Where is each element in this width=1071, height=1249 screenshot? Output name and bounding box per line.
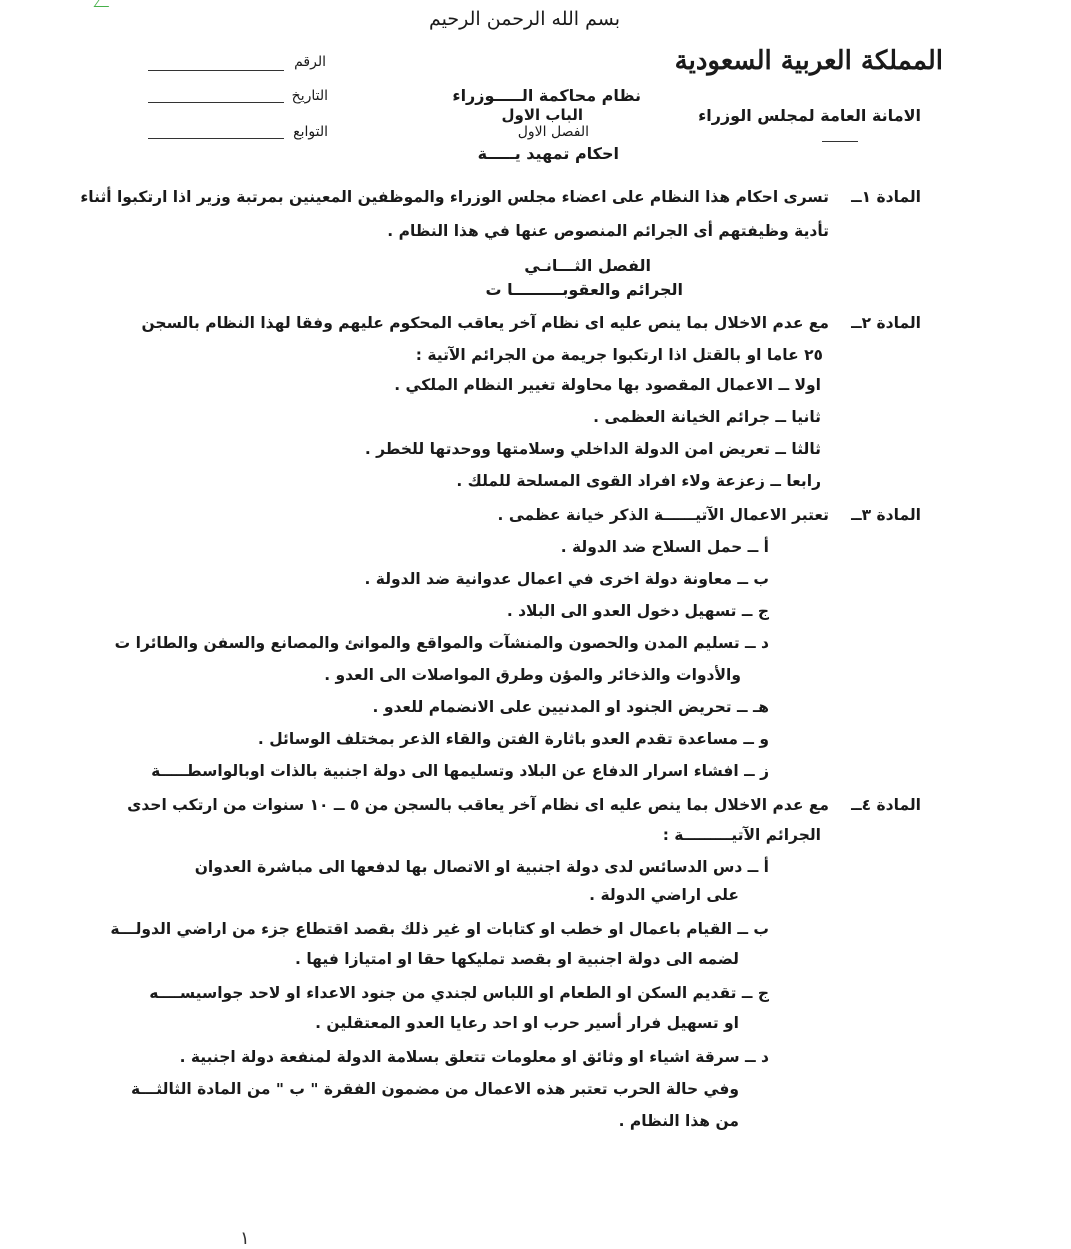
article-4-line-2: الجرائم الآتيـــــــــة :: [662, 826, 821, 844]
article-1-line-1: تسرى احكام هذا النظام على اعضاء مجلس الوزراء والموظفين المعينين بمرتبة وزير اذا ارتكبوا أثناء: [80, 188, 829, 206]
article-2-item-4: رابعا ــ زعزعة ولاء افراد القوى المسلحة للملك .: [456, 472, 821, 490]
article-1-label: المادة ١ــ: [851, 188, 921, 206]
article-3-item-e: هـ ــ تحريض الجنود او المدنيين على الانضمام للعدو .: [372, 698, 769, 716]
kingdom-emblem-text: المملكة العربية السعودية: [674, 46, 943, 76]
article-2-label: المادة ٢ــ: [851, 314, 921, 332]
article-4-war-clause-line-1: وفي حالة الحرب تعتبر هذه الاعمال من مضمون الفقرة " ب " من المادة الثالثـــة: [131, 1080, 739, 1098]
chapter1-title: الفصل الاول: [517, 124, 589, 140]
ref-attachments-label: التوابع: [293, 124, 328, 140]
article-1-line-2: تأدية وظيفتهم أى الجرائم المنصوص عنها في هذا النظام .: [387, 222, 829, 240]
chapter1-subtitle: احكام تمهيد يـــــة: [477, 144, 619, 163]
article-4-item-c-line-2: او تسهيل فرار أسير حرب او احد رعايا العدو المعتقلين .: [315, 1014, 739, 1032]
article-3-item-c: ج ــ تسهيل دخول العدو الى البلاد .: [506, 602, 769, 620]
article-4-line-1: مع عدم الاخلال بما ينص عليه اى نظام آخر يعاقب بالسجن من ٥ ــ ١٠ سنوات من ارتكب احدى: [127, 796, 829, 814]
chapter2-subtitle: الجرائم والعقوبـــــــــا ت: [485, 280, 683, 299]
ref-number-line: [148, 70, 284, 71]
part-title: الباب الاول: [501, 106, 583, 124]
article-4-item-a-line-1: أ ــ دس الدسائس لدى دولة اجنبية او الاتصال بها لدفعها الى مباشرة العدوان: [194, 858, 769, 876]
article-3-item-d-line-1: د ــ تسليم المدن والحصون والمنشآت والمواقع والموانئ والمصانع والسفن والطائرا ت: [114, 634, 769, 652]
basmala: بسم الله الرحمن الرحيم: [429, 8, 620, 30]
article-4-item-a-line-2: على اراضي الدولة .: [589, 886, 739, 904]
article-4-war-clause-line-2: من هذا النظام .: [618, 1112, 739, 1130]
ref-date-label: التاريخ: [291, 88, 328, 104]
article-2-line-2: ٢٥ عاما او بالقتل اذا ارتكبوا جريمة من الجرائم الآتية :: [415, 346, 823, 364]
article-4-item-b-line-1: ب ــ القيام باعمال او خطب او كتابات او غير ذلك بقصد اقتطاع جزء من اراضي الدولـــة: [110, 920, 769, 938]
article-4-item-d: د ــ سرقة اشياء او وثائق او معلومات تتعلق بسلامة الدولة لمنفعة دولة اجنبية .: [179, 1048, 769, 1066]
article-2-line-1: مع عدم الاخلال بما ينص عليه اى نظام آخر يعاقب المحكوم عليهم وفقا لهذا النظام بالسجن: [141, 314, 829, 332]
article-3-item-b: ب ــ معاونة دولة اخرى في اعمال عدوانية ضد الدولة .: [364, 570, 769, 588]
article-2-item-3: ثالثا ــ تعريض امن الدولة الداخلي وسلامتها ووحدتها للخطر .: [364, 440, 821, 458]
law-title: نظام محاكمة الـــــوزراء: [452, 86, 641, 105]
header-underline: [822, 141, 858, 142]
page-number: ١: [240, 1228, 250, 1249]
article-3-item-g: ز ــ افشاء اسرار الدفاع عن البلاد وتسليمها الى دولة اجنبية بالذات اوبالواسطـــــة: [151, 762, 769, 780]
corner-mark: [94, 0, 114, 7]
article-3-item-f: و ــ مساعدة تقدم العدو باثارة الفتن والقاء الذعر بمختلف الوسائل .: [257, 730, 769, 748]
article-4-item-b-line-2: لضمه الى دولة اجنبية او بقصد تمليكها حقا او امتيازا فيها .: [295, 950, 739, 968]
chapter2-title: الفصل الثـــانـي: [524, 256, 651, 275]
article-2-item-1: اولا ــ الاعمال المقصود بها محاولة تغيير النظام الملكي .: [394, 376, 821, 394]
article-2-item-2: ثانيا ــ جرائم الخيانة العظمى .: [593, 408, 821, 426]
ref-attachments-line: [148, 138, 284, 139]
ref-number-label: الرقم: [294, 54, 326, 70]
article-3-line-1: تعتبر الاعمال الآتيــــــة الذكر خيانة عظمى .: [497, 506, 829, 524]
ref-date-line: [148, 102, 284, 103]
article-4-label: المادة ٤ــ: [851, 796, 921, 814]
article-3-item-d-line-2: والأدوات والذخائر والمؤن وطرق المواصلات الى العدو .: [324, 666, 741, 684]
article-4-item-c-line-1: ج ــ تقديم السكن او الطعام او اللباس لجندي من جنود الاعداء او لاحد جواسيســــه: [149, 984, 769, 1002]
secretariat-title: الامانة العامة لمجلس الوزراء: [698, 106, 921, 125]
article-3-item-a: أ ــ حمل السلاح ضد الدولة .: [560, 538, 769, 556]
article-3-label: المادة ٣ــ: [851, 506, 921, 524]
